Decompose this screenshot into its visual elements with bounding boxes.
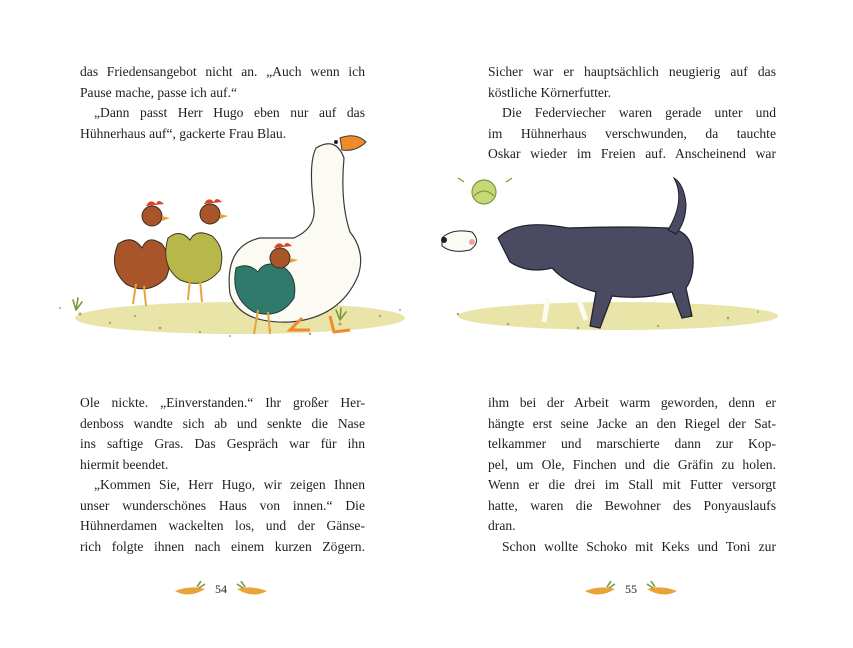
dog-illustration [428,168,778,358]
text-line: hiermit beendet. [80,456,169,472]
ground-patch [457,302,778,330]
text-line: ins saftige Gras. Das Gespräch war für ihn [80,436,365,451]
cabbage-icon [458,178,512,204]
text-line: Wenn er die drei im Stall mit Futter versorgt [488,477,776,492]
text-line: „Dann passt Herr Hugo eben nur auf das [94,105,365,120]
text-line: im Hühnerhaus verschwunden, da tauchte [488,125,776,141]
text-line: Schon wollte Schoko mit Keks und Toni zur [502,538,776,554]
text-line: Hühnerhaus auf“, gackerte Frau Blau. [80,125,287,141]
page-number-right [583,578,679,600]
left-page-bottom-text [80,393,365,557]
green-hen [166,199,228,302]
page-number-left [173,578,269,600]
carrot-ornament-icon [583,581,617,597]
text-line: pel, um Ole, Finchen und die Gräfin zu holen. [488,456,776,472]
carrot-ornament-icon [645,581,679,597]
text-line: hängte erst seine Jacke an den Riegel der Sat- [488,415,776,431]
carrot-ornament-icon [235,581,269,597]
goose-and-hens-illustration [40,118,420,368]
text-line: köstliche Körnerfutter. [488,84,612,100]
text-line: „Kommen Sie, Herr Hugo, wir zeigen Ihnen [94,477,365,492]
text-line: ihm bei der Arbeit warm geworden, denn er [488,395,776,410]
text-line: denboss wandte sich ab und senkte die Nase [80,415,365,431]
text-line: Ole nickte. „Einverstanden.“ Ihr großer Her- [80,395,365,410]
text-line: rich folgte ihnen nach einem kurzen Zögern. [80,538,365,554]
text-line: Hühnerdamen wackelten los, und der Gänse- [80,518,365,533]
text-line: dran. [488,518,516,533]
text-line: Pause mache, passe ich auf.“ [80,84,238,100]
text-line: telkammer und marschierte dann zur Kop- [488,436,776,451]
right-page-bottom-text [488,393,776,557]
ground-patch [59,298,405,337]
text-line: das Friedensangebot nicht an. „Auch wenn ich [80,64,365,79]
carrot-ornament-icon [173,581,207,597]
text-line: unser wunderschönes Haus von innen.“ Die [80,497,365,513]
text-line: Sicher war er hauptsächlich neugierig auf das [488,64,776,79]
text-line: Oskar wieder im Freien auf. Anscheinend war [488,146,776,161]
text-line: Die Federviecher waren gerade unter und [502,105,776,120]
brown-hen [114,201,170,306]
page-number: 55 [625,581,637,596]
text-line: hatte, waren die Bewohner des Ponyauslaufs [488,497,776,513]
page-number: 54 [215,581,227,596]
right-page-top-text [488,62,776,165]
